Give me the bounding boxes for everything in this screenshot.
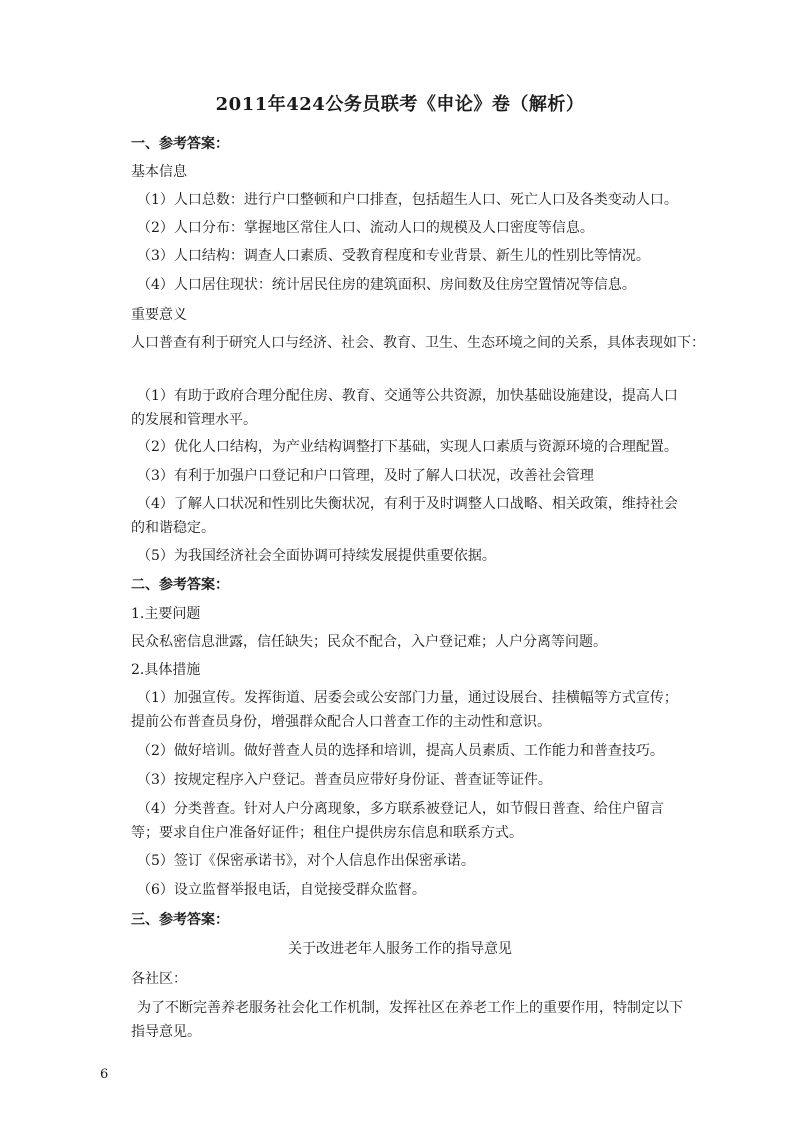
- doc-title: 关于改进老年人服务工作的指导意见: [288, 941, 512, 957]
- section-1-heading: 一、参考答案：: [131, 136, 229, 152]
- measures-label: 2.具体措施: [131, 662, 201, 678]
- section-2-heading: 二、参考答案：: [131, 577, 229, 593]
- s1-item-1: （1）人口总数：进行户口整顿和户口排查，包括超生人口、死亡人口及各类变动人口。: [137, 192, 678, 208]
- section-3-heading: 三、参考答案：: [131, 912, 229, 928]
- s1-point-3: （3）有利于加强户口登记和户口管理，及时了解人口状况，改善社会管理: [137, 468, 594, 484]
- page-title: 2011年424公务员联考《申论》卷（解析）: [215, 94, 585, 115]
- main-problems-label: 1.主要问题: [131, 606, 201, 622]
- s1-point-4: （4）了解人口状况和性别比失衡状况，有利于及时调整人口战略、相关政策，维持社会的和谐稳定。: [131, 496, 678, 536]
- s1-item-4: （4）人口居住现状：统计居民住房的建筑面积、房间数及住房空置情况等信息。: [137, 277, 636, 293]
- main-problems-text: 民众私密信息泄露，信任缺失；民众不配合，入户登记难；人户分离等问题。: [131, 634, 607, 650]
- s3-body: 为了不断完善养老服务社会化工作机制，发挥社区在养老工作上的重要作用，特制定以下指导意见。: [131, 1000, 683, 1040]
- s2-measure-2: （2）做好培训。做好普查人员的选择和培训，提高人员素质、工作能力和普查技巧。: [137, 743, 664, 759]
- significance-label: 重要意义: [131, 307, 187, 323]
- s1-item-3: （3）人口结构：调查人口素质、受教育程度和专业背景、新生儿的性别比等情况。: [137, 248, 650, 264]
- s2-measure-4: （4）分类普查。针对人户分离现象，多方联系被登记人，如节假日普查、给住户留言等；要求自住户准备好证件；租住户提供房东信息和联系方式。: [131, 801, 664, 841]
- s1-point-5: （5）为我国经济社会全面协调可持续发展提供重要依据。: [137, 548, 496, 564]
- s2-measure-5: （5）签订《保密承诺书》，对个人信息作出保密承诺。: [137, 853, 475, 869]
- salutation: 各社区：: [131, 971, 187, 987]
- s2-measure-3: （3）按规定程序入户登记。普查员应带好身份证、普查证等证件。: [137, 772, 552, 788]
- basic-info-label: 基本信息: [131, 164, 187, 180]
- s1-point-1: （1）有助于政府合理分配住房、教育、交通等公共资源，加快基础设施建设，提高人口的发展和管理水平。: [131, 388, 678, 428]
- s2-measure-1: （1）加强宣传。发挥街道、居委会或公安部门力量，通过设展台、挂横幅等方式宣传；提前公布普查员身份，增强群众配合人口普查工作的主动性和意识。: [131, 690, 678, 730]
- significance-intro: 人口普查有利于研究人口与经济、社会、教育、卫生、生态环境之间的关系，具体表现如下：: [131, 335, 705, 351]
- s1-item-2: （2）人口分布：掌握地区常住人口、流动人口的规模及人口密度等信息。: [137, 220, 594, 236]
- page-number: 6: [100, 1067, 109, 1082]
- s2-measure-6: （6）设立监督举报电话，自觉接受群众监督。: [137, 882, 426, 898]
- s1-point-2: （2）优化人口结构，为产业结构调整打下基础，实现人口素质与资源环境的合理配置。: [137, 439, 678, 455]
